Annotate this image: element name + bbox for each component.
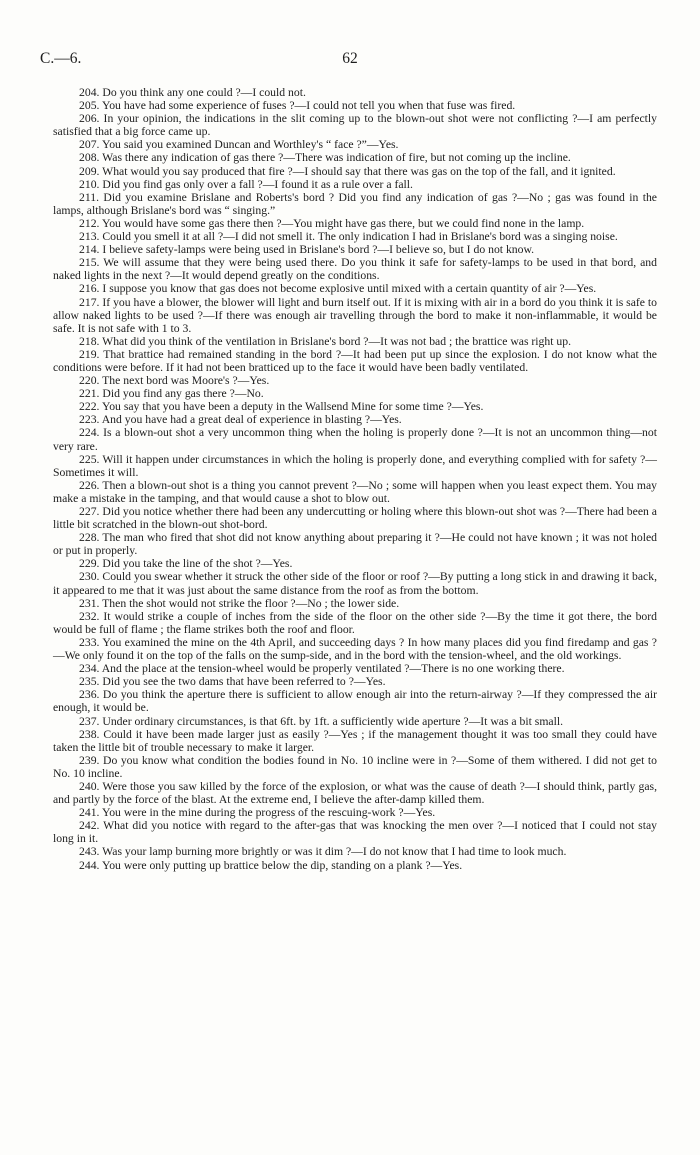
testimony-entry: 231. Then the shot would not strike the floor ?—No ; the lower side.: [79, 596, 400, 610]
testimony-entry: 204. Do you think any one could ?—I could not.: [79, 86, 306, 99]
testimony-entry: 220. The next bord was Moore's ?—Yes.: [79, 374, 270, 388]
testimony-entry: 207. You said you examined Duncan and Worthley's “ face ?”—Yes.: [79, 138, 399, 152]
testimony-entry: 225. Will it happen under circumstances in which the holing is properly done, and everything complied with for safety ?—Sometimes it will.: [53, 452, 657, 479]
testimony-entry: 236. Do you think the aperture there is sufficient to allow enough air into the return-airway ?—If they compressed the air enough, it would be.: [53, 688, 657, 715]
testimony-entry: 205. You have had some experience of fuses ?—I could not tell you when that fuse was fired.: [79, 99, 516, 113]
testimony-entry: 232. It would strike a couple of inches from the side of the floor on the other side ?—By the time it got there, the bord would be full of flame ; the flame strikes both the roof and floor.: [53, 609, 657, 636]
testimony-entry: 218. What did you think of the ventilation in Brislane's bord ?—It was not bad ; the brattice was right up.: [79, 334, 572, 348]
testimony-entry: 227. Did you notice whether there had been any undercutting or holing where this blown-out shot was ?—There had been a little bit scratched in the blown-out shot-bord.: [53, 505, 657, 532]
testimony-entry: 234. And the place at the tension-wheel would be properly ventilated ?—There is no one working there.: [79, 662, 565, 676]
testimony-entry: 228. The man who fired that shot did not know anything about preparing it ?—He could not have known ; it was not holed or put in properly.: [53, 531, 657, 558]
testimony-entry: 241. You were in the mine during the progress of the rescuing-work ?—Yes.: [79, 806, 436, 820]
testimony-entry: 239. Do you know what condition the bodies found in No. 10 incline were in ?—Some of them withered. I did not get to No. 10 incline.: [53, 753, 657, 780]
testimony-entry: 240. Were those you saw killed by the force of the explosion, or what was the cause of death ?—I should think, partly gas, and partly by the force of the blast. At the extreme end, I believe the after-damp killed them.: [53, 779, 657, 807]
testimony-entry: 242. What did you notice with regard to the after-gas that was knocking the men over ?—I noticed that I could not stay long in it.: [53, 819, 657, 846]
testimony-entry: 219. That brattice had remained standing in the bord ?—It had been put up since the explosion. I do not know what the conditions were before. If it had not been bratticed up to the face it would have been badly ventilated.: [53, 347, 657, 374]
testimony-entry: 230. Could you swear whether it struck the other side of the floor or roof ?—By putting a long stick in and drawing it back, it appeared to me that it was just about the same distance from the roof as from the bottom.: [53, 570, 657, 597]
testimony-entry: 243. Was your lamp burning more brightly or was it dim ?—I do not know that I had time to look much.: [79, 845, 567, 859]
testimony-entry: 235. Did you see the two dams that have been referred to ?—Yes.: [79, 675, 386, 689]
testimony-entry: 213. Could you smell it at all ?—I did not smell it. The only indication I had in Brislane's bord was a singing noise.: [79, 230, 618, 244]
testimony-entry: 208. Was there any indication of gas there ?—There was indication of fire, but not coming up the incline.: [79, 151, 571, 165]
testimony-entry: 222. You say that you have been a deputy in the Wallsend Mine for some time ?—Yes.: [79, 400, 484, 414]
testimony-entry: 238. Could it have been made larger just as easily ?—Yes ; if the management thought it was too small they could have taken the little bit of trouble necessary to make it larger.: [53, 727, 657, 754]
testimony-entry: 226. Then a blown-out shot is a thing you cannot prevent ?—No ; some will happen when you least expect them. You may make a mistake in the tamping, and that would cause a shot to blow out.: [53, 478, 657, 505]
testimony-entry: 206. In your opinion, the indications in the slit coming up to the blown-out shot were not conflicting ?—I am perfectly satisfied that a big force came up.: [53, 112, 657, 139]
testimony-entry: 223. And you have had a great deal of experience in blasting ?—Yes.: [79, 413, 402, 427]
testimony-entry: 209. What would you say produced that fire ?—I should say that there was gas on the top of the fall, and it ignited.: [79, 164, 616, 178]
testimony-entry: 215. We will assume that they were being used there. Do you think it safe for safety-lamps to be used in that bord, and naked lights in the next ?—It would depend greatly on the conditions.: [53, 256, 657, 283]
testimony-body: [53, 86, 657, 872]
page-number: 62: [342, 50, 358, 67]
testimony-entry: 217. If you have a blower, the blower will light and burn itself out. If it is mixing with air in a bord do you think it is safe to allow naked lights to be used ?—If there was enough air travelling through the bord to make it non-inflammable, it would be safe. It is not safe with 1 to 3.: [53, 295, 657, 335]
testimony-entry: 216. I suppose you know that gas does not become explosive until mixed with a certain quantity of air ?—Yes.: [79, 282, 597, 296]
testimony-entry: 229. Did you take the line of the shot ?—Yes.: [79, 557, 293, 571]
testimony-entry: 233. You examined the mine on the 4th April, and succeeding days ? In how many places did you find firedamp and gas ?—We only found it on the top of the falls on the sump-side, and in the bord with the tension-wheel, and the old workings.: [53, 635, 657, 663]
testimony-entry: 244. You were only putting up brattice below the dip, standing on a plank ?—Yes.: [79, 858, 463, 872]
testimony-entry: 224. Is a blown-out shot a very uncommon thing when the holing is properly done ?—It is not an uncommon thing—not very rare.: [53, 426, 657, 453]
testimony-entry: 211. Did you examine Brislane and Roberts's bord ? Did you find any indication of gas ?—No ; gas was found in the lamps, although Brislane's bord was “ singing.”: [53, 190, 657, 217]
series-reference: C.—6.: [40, 50, 82, 67]
testimony-entry: 210. Did you find gas only over a fall ?—I found it as a rule over a fall.: [79, 177, 413, 191]
page-header: [40, 50, 660, 72]
testimony-entry: 214. I believe safety-lamps were being used in Brislane's bord ?—I believe so, but I do not know.: [79, 243, 535, 257]
testimony-entry: 212. You would have some gas there then ?—You might have gas there, but we could find none in the lamp.: [79, 216, 585, 230]
testimony-entry: 237. Under ordinary circumstances, is that 6ft. by 1ft. a sufficiently wide aperture ?—It was a bit small.: [79, 714, 564, 728]
testimony-entry: 221. Did you find any gas there ?—No.: [79, 387, 264, 401]
